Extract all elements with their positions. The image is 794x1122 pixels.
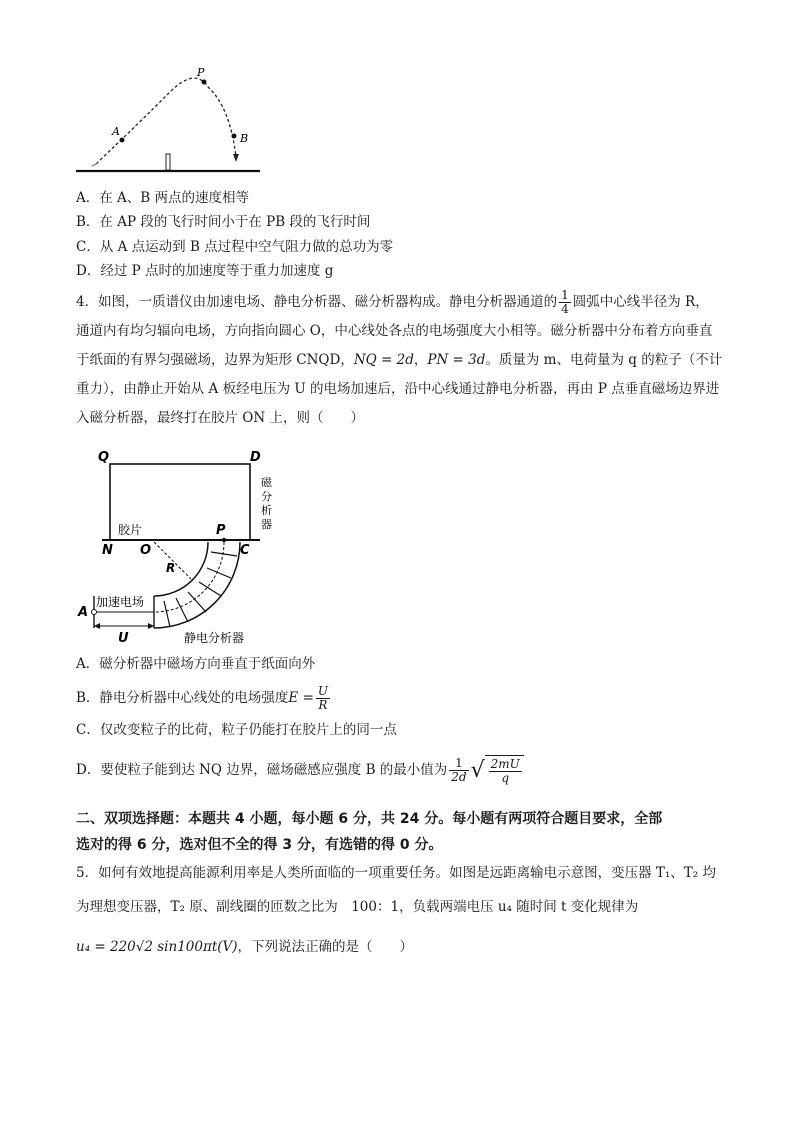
section-2-heading bbox=[76, 806, 726, 858]
voltage-arrow-right bbox=[148, 623, 154, 629]
q4-option-d-text: D．要使粒子能到达 NQ 边界，磁场磁感应强度 B 的最小值为 bbox=[76, 762, 448, 778]
q5-line-3 bbox=[76, 930, 724, 964]
section-2-line-2: 选对的得 6 分，选对但不全的得 3 分，有选错的得 0 分。 bbox=[76, 837, 443, 853]
point-p bbox=[202, 80, 207, 85]
label-d: D bbox=[250, 450, 261, 465]
eq-b-root bbox=[485, 755, 524, 786]
section-2-line-1: 二、双项选择题：本题共 4 小题，每小题 6 分，共 24 分。每小题有两项符合题目要求，全部 bbox=[76, 811, 663, 827]
eq-e-denominator: R bbox=[318, 698, 328, 712]
ball-start bbox=[92, 163, 98, 166]
q4-option-b-text: B．静电分析器中心线处的电场强度 bbox=[76, 690, 289, 706]
eq-e-numerator: U bbox=[317, 684, 329, 698]
q4-option-a: A．磁分析器中磁场方向垂直于纸面向外 bbox=[76, 656, 316, 672]
label-b: B bbox=[240, 132, 249, 145]
quarter-fraction bbox=[559, 289, 571, 316]
label-c: C bbox=[240, 543, 250, 558]
label-u: U bbox=[118, 631, 129, 646]
q4-line-3 bbox=[76, 346, 724, 375]
q3-option-a: A．在 A、B 两点的速度相等 bbox=[76, 190, 250, 206]
label-o: O bbox=[140, 543, 152, 558]
point-p2 bbox=[222, 538, 226, 542]
eq-b-root-numerator: 2mU bbox=[490, 757, 520, 771]
label-p: P bbox=[197, 66, 205, 79]
eq-b-denominator: 2d bbox=[451, 770, 467, 784]
label-magnetic-4: 器 bbox=[261, 518, 272, 531]
eq-u4: u₄ = 220√2 sin100πt(V) bbox=[76, 939, 238, 955]
net-post bbox=[166, 154, 170, 170]
q4-option-c: C．仅改变粒子的比荷，粒子仍能打在胶片上的同一点 bbox=[76, 722, 397, 738]
label-a2: A bbox=[78, 605, 89, 620]
q4-option-d bbox=[76, 755, 524, 786]
q4-line-1 bbox=[76, 288, 724, 317]
q4-line-3a: 于纸面的有界匀强磁场，边界为矩形 CNQD， bbox=[76, 352, 354, 368]
q4-stem bbox=[76, 288, 724, 433]
label-esa: 静电分析器 bbox=[184, 631, 245, 645]
q5-line-2: 为理想变压器，T₂ 原、副线圈的匝数之比为 100：1，负载两端电压 u₄ 随时间 t 变化规律为 bbox=[76, 899, 639, 915]
label-a: A bbox=[112, 125, 120, 138]
q4-line-4: 重力），由静止开始从 A 板经电压为 U 的电场加速后，沿中心线通过静电分析器，再由 P 点垂直磁场边界进 bbox=[76, 381, 720, 397]
q5-stem bbox=[76, 856, 724, 964]
voltage-arrow-left bbox=[94, 623, 100, 629]
q4-line-1a: 4．如图，一质谱仪由加速电场、静电分析器、磁分析器构成。静电分析器通道的 bbox=[76, 294, 558, 310]
eq-b-root-fraction bbox=[489, 758, 522, 785]
label-p2: P bbox=[216, 523, 226, 538]
eq-separator: ， bbox=[413, 352, 428, 368]
q4-line-5: 入磁分析器，最终打在胶片 ON 上，则（ ） bbox=[76, 410, 364, 426]
q3-option-b: B．在 AP 段的飞行时间小于在 PB 段的飞行时间 bbox=[76, 214, 371, 230]
eq-b-root-denominator: q bbox=[501, 771, 510, 785]
mass-spectrometer-figure bbox=[74, 446, 294, 646]
sqrt-sign: √ bbox=[470, 757, 485, 783]
q4-line-1b: 圆弧中心线半径为 R， bbox=[572, 294, 709, 310]
q4-line-3b: 。质量为 m、电荷量为 q 的粒子（不计 bbox=[485, 352, 723, 368]
q5-line-1: 5．如何有效地提高能源利用率是人类所面临的一项重要任务。如图是远距离输电示意图，变压器 T₁、T₂ 均 bbox=[76, 865, 717, 881]
arrow-head bbox=[233, 154, 239, 162]
eq-pn: PN = 3d bbox=[427, 352, 486, 368]
label-accelerating-field: 加速电场 bbox=[96, 595, 145, 609]
label-magnetic-1: 磁 bbox=[261, 476, 272, 489]
point-a bbox=[120, 138, 125, 143]
q3-option-c: C．从 A 点运动到 B 点过程中空气阻力做的总功为零 bbox=[76, 239, 394, 255]
label-r: R bbox=[166, 561, 176, 575]
q3-option-d: D．经过 P 点时的加速度等于重力加速度 g bbox=[76, 263, 334, 279]
eq-b-numerator: 1 bbox=[449, 757, 468, 771]
label-film: 胶片 bbox=[118, 523, 143, 537]
eq-e-lhs: E = bbox=[288, 690, 314, 706]
label-q: Q bbox=[98, 450, 110, 465]
q4-line-2: 通道内有均匀辐向电场，方向指向圆心 O，中心线处各点的电场强度大小相等。磁分析器中分布着方向垂直 bbox=[76, 323, 713, 339]
point-b bbox=[232, 134, 237, 139]
label-n: N bbox=[102, 543, 113, 558]
q4-option-b bbox=[76, 684, 332, 712]
eq-nq: NQ = 2d bbox=[353, 352, 414, 368]
particle-source bbox=[92, 610, 97, 615]
eq-b-fraction bbox=[449, 757, 468, 784]
trajectory-path bbox=[96, 78, 236, 164]
label-magnetic-2: 分 bbox=[261, 490, 272, 503]
fraction-numerator: 1 bbox=[561, 288, 569, 302]
trajectory-figure bbox=[70, 62, 270, 182]
eq-e-fraction bbox=[316, 685, 330, 712]
fraction-denominator: 4 bbox=[561, 302, 569, 316]
q5-line-3b: ，下列说法正确的是（ ） bbox=[237, 939, 414, 955]
label-magnetic-3: 析 bbox=[261, 504, 272, 517]
